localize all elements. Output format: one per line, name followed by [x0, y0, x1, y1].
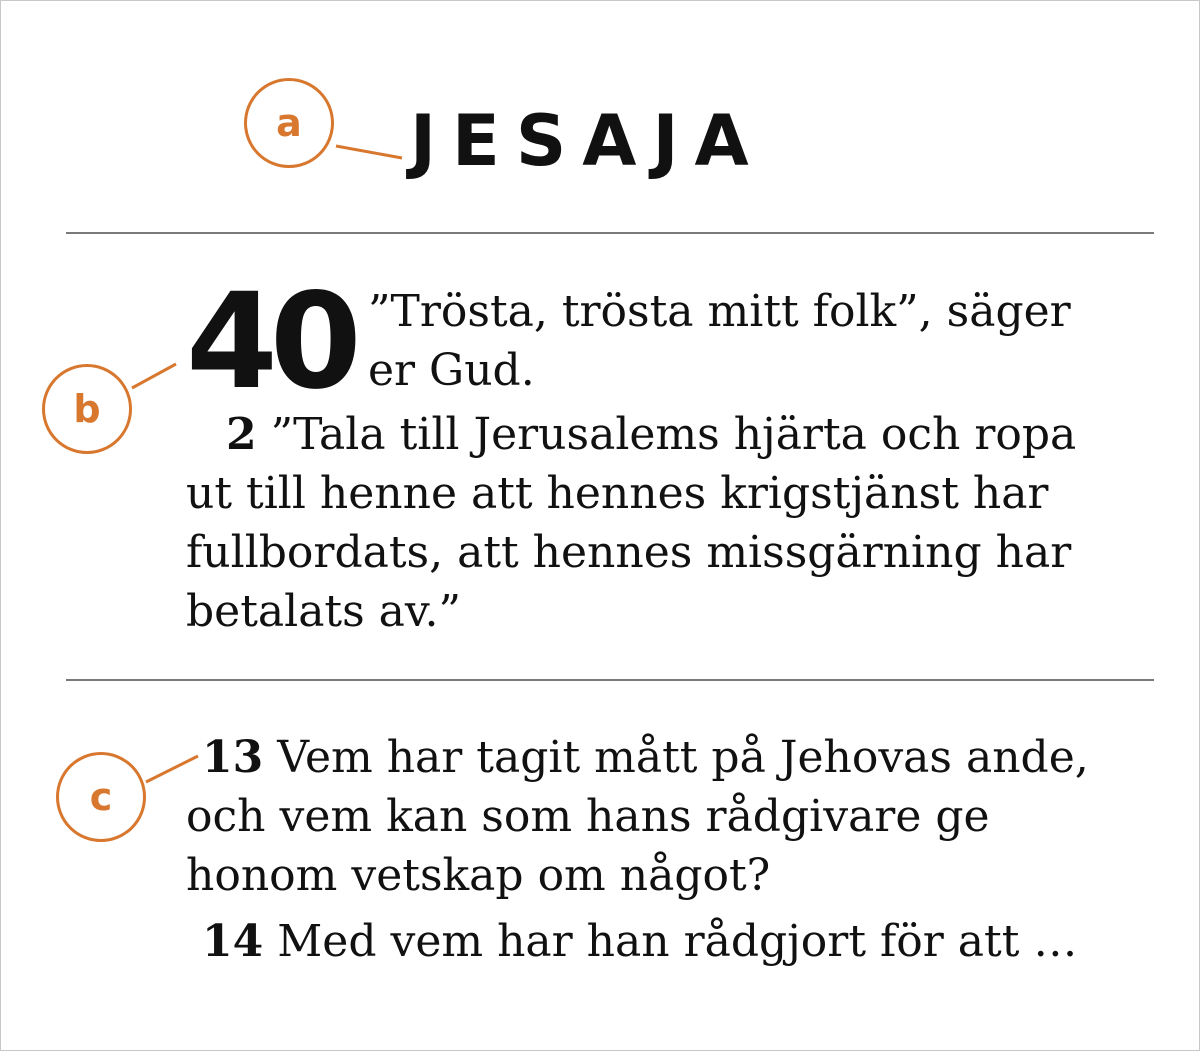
callout-a-label: a: [276, 101, 302, 145]
bottom-divider: [66, 679, 1154, 681]
verse2-line1: [226, 405, 1076, 464]
verse13-text-line1: Vem har tagit mått på Jehovas ande,: [277, 732, 1089, 783]
callout-a-connector: [336, 146, 402, 158]
verse14-text-line1: Med vem har han rådgjort för att …: [277, 916, 1078, 967]
verse14-line1: [202, 912, 1077, 971]
verse13-number: 13: [202, 732, 264, 783]
verse2-text-line1: ”Tala till Jerusalems hjärta och ropa: [270, 409, 1077, 460]
verse2-line3: fullbordats, att hennes missgärning har: [186, 527, 1072, 578]
verse1-line1: ”Trösta, trösta mitt folk”, säger: [368, 286, 1071, 337]
top-divider: [66, 232, 1154, 234]
callout-b: [42, 364, 132, 454]
callout-a: [244, 78, 334, 168]
chapter-number: 40: [186, 265, 354, 419]
verse1-line2: er Gud.: [368, 345, 535, 396]
callout-c-connector: [146, 756, 198, 782]
verse2-line2: ut till henne att hennes krigstjänst har: [186, 468, 1049, 519]
book-title: JESAJA: [410, 100, 765, 182]
verse13-line1: [202, 728, 1089, 787]
verse13-line2: och vem kan som hans rådgivare ge: [186, 791, 990, 842]
verse14-number: 14: [202, 916, 264, 967]
callout-c: [56, 752, 146, 842]
verse2-line4: betalats av.”: [186, 586, 462, 637]
callout-c-label: c: [89, 775, 113, 819]
callout-b-label: b: [73, 387, 101, 431]
verse2-number: 2: [226, 409, 257, 460]
callout-b-connector: [132, 364, 176, 388]
verse13-line3: honom vetskap om något?: [186, 850, 771, 901]
